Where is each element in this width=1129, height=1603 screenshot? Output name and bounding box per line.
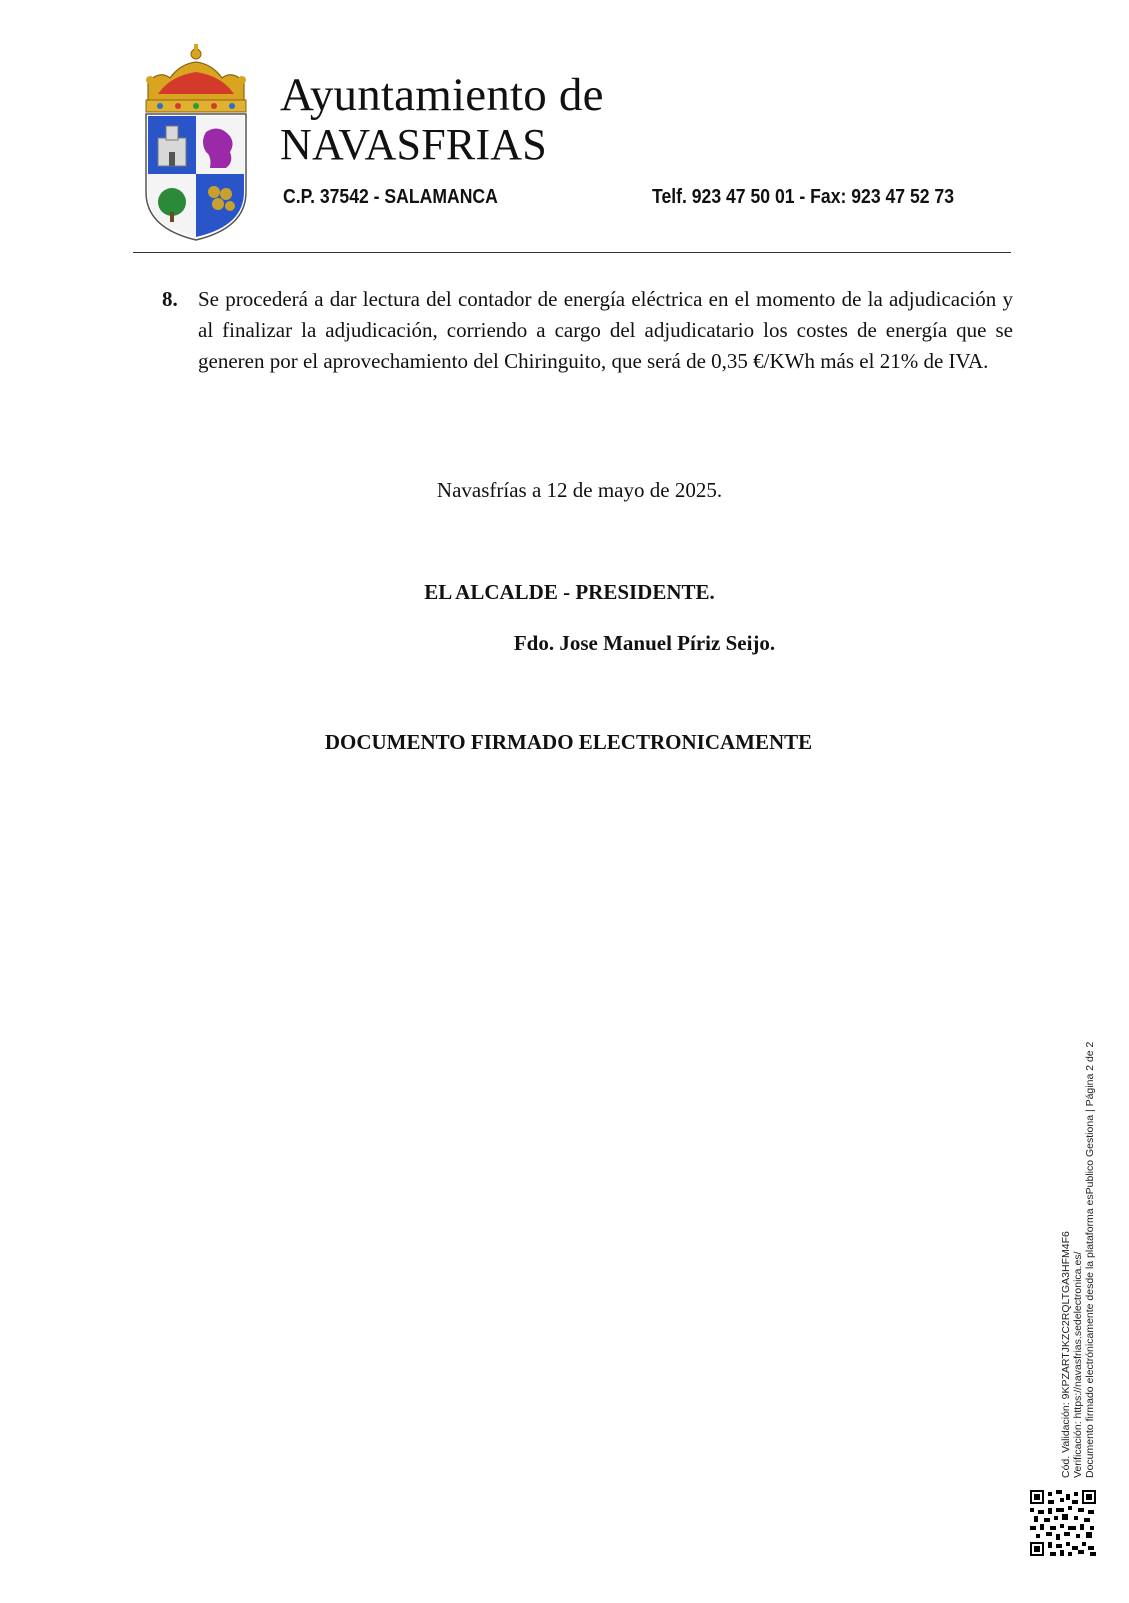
verification-stamp <box>1060 998 1096 1478</box>
phone-fax: Telf. 923 47 50 01 - Fax: 923 47 52 73 <box>652 186 955 208</box>
signed-platform-note: Documento firmado electrónicamente desde la plataforma esPublico Gestiona | Página 2 de 2 <box>1084 1041 1096 1478</box>
header-divider <box>133 252 1011 253</box>
mayor-title: EL ALCALDE - PRESIDENTE. <box>424 580 715 604</box>
postal-address: C.P. 37542 - SALAMANCA <box>283 186 498 208</box>
electronic-signature-notice: DOCUMENTO FIRMADO ELECTRONICAMENTE <box>324 730 813 754</box>
crown-icon <box>146 44 246 112</box>
coat-of-arms-logo <box>140 42 252 242</box>
place-date: Navasfrías a 12 de mayo de 2025. <box>436 478 723 502</box>
council-name-line2: NAVASFRIAS <box>280 120 547 169</box>
signatory: Fdo. Jose Manuel Píriz Seijo. <box>513 631 776 655</box>
clause-number: 8. <box>162 287 178 311</box>
validation-code: Cód. Validación: 9KPZARTJKZC2RQLTGA3HFM4F6 <box>1060 1231 1072 1478</box>
shield-icon <box>146 114 246 240</box>
verification-url: Verificación: https://navasfrias.sedelectronica.es/ <box>1072 1251 1084 1478</box>
qr-code-icon <box>1030 1490 1096 1556</box>
clause-text: Se procederá a dar lectura del contador de energía eléctrica en el momento de la adjudicación y al finalizar la adjudicación, corriendo a cargo del adjudicatario los costes de energía que se generen por el aprovechamiento del Chiringuito, que será de 0,35 €/KWh más el 21% de IVA. <box>198 287 1013 373</box>
council-name <box>280 70 604 170</box>
council-name-line1: Ayuntamiento de <box>280 69 604 121</box>
